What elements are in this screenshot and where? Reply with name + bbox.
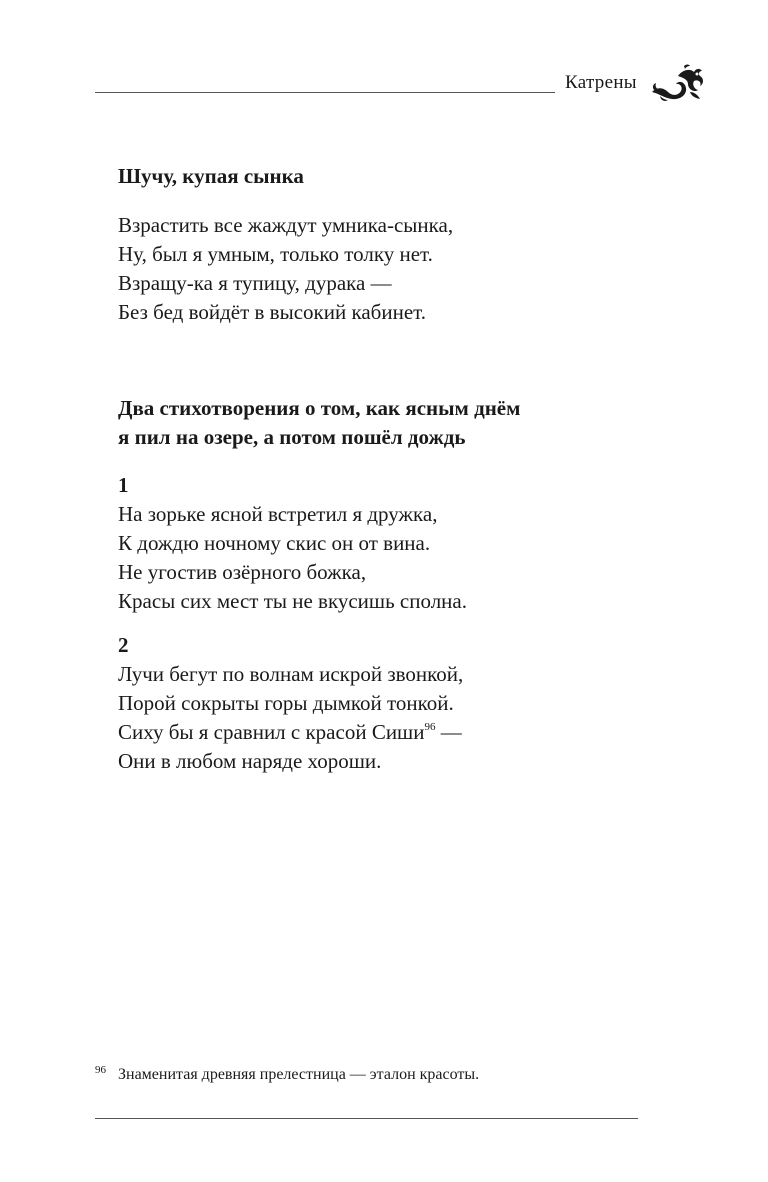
poem-line: На зорьке ясной встретил я дружка, bbox=[118, 502, 438, 526]
poem-line: Без бед войдёт в высокий кабинет. bbox=[118, 300, 426, 324]
poem-line bbox=[118, 718, 463, 747]
poem-line: Порой сокрыты горы дымкой тонкой. bbox=[118, 691, 454, 715]
stanza-number: 2 bbox=[118, 633, 129, 657]
poem-line-text: Сиху бы я сравнил с красой Сиши bbox=[118, 720, 425, 744]
poem-line: Взращу-ка я тупицу, дурака — bbox=[118, 271, 392, 295]
footnote-ref[interactable]: 96 bbox=[424, 721, 436, 733]
poem-line: К дождю ночному скис он от вина. bbox=[118, 531, 431, 555]
poem-line: Ну, был я умным, только толку нет. bbox=[118, 242, 433, 266]
poem-line: Не угостив озёрного божка, bbox=[118, 560, 367, 584]
poem-line-dash: — bbox=[435, 720, 462, 744]
poem-line: Взрастить все жаждут умника-сынка, bbox=[118, 213, 454, 237]
poem-line: Лучи бегут по волнам искрой звонкой, bbox=[118, 662, 464, 686]
poem-title: Шучу, купая сынка bbox=[118, 164, 304, 188]
poem-title-line: Два стихотворения о том, как ясным днём bbox=[118, 396, 521, 420]
footer-rule bbox=[95, 1118, 638, 1119]
poem-line: Они в любом наряде хороши. bbox=[118, 749, 382, 773]
poem-stanza bbox=[118, 660, 463, 776]
poem-stanza bbox=[118, 500, 467, 616]
poem-stanza bbox=[118, 211, 453, 327]
footnote-mark: 96 bbox=[95, 1064, 106, 1076]
running-head: Катрены bbox=[565, 72, 637, 93]
footnote-text: Знаменитая древняя прелестница — эталон красоты. bbox=[118, 1066, 480, 1083]
header-rule bbox=[95, 92, 555, 93]
poem-title bbox=[118, 394, 520, 452]
poem-title-line: я пил на озере, а потом пошёл дождь bbox=[118, 425, 466, 449]
poem-line: Красы сих мест ты не вкусишь сполна. bbox=[118, 589, 467, 613]
dragon-ornament-icon bbox=[648, 62, 708, 104]
stanza-number: 1 bbox=[118, 473, 129, 497]
